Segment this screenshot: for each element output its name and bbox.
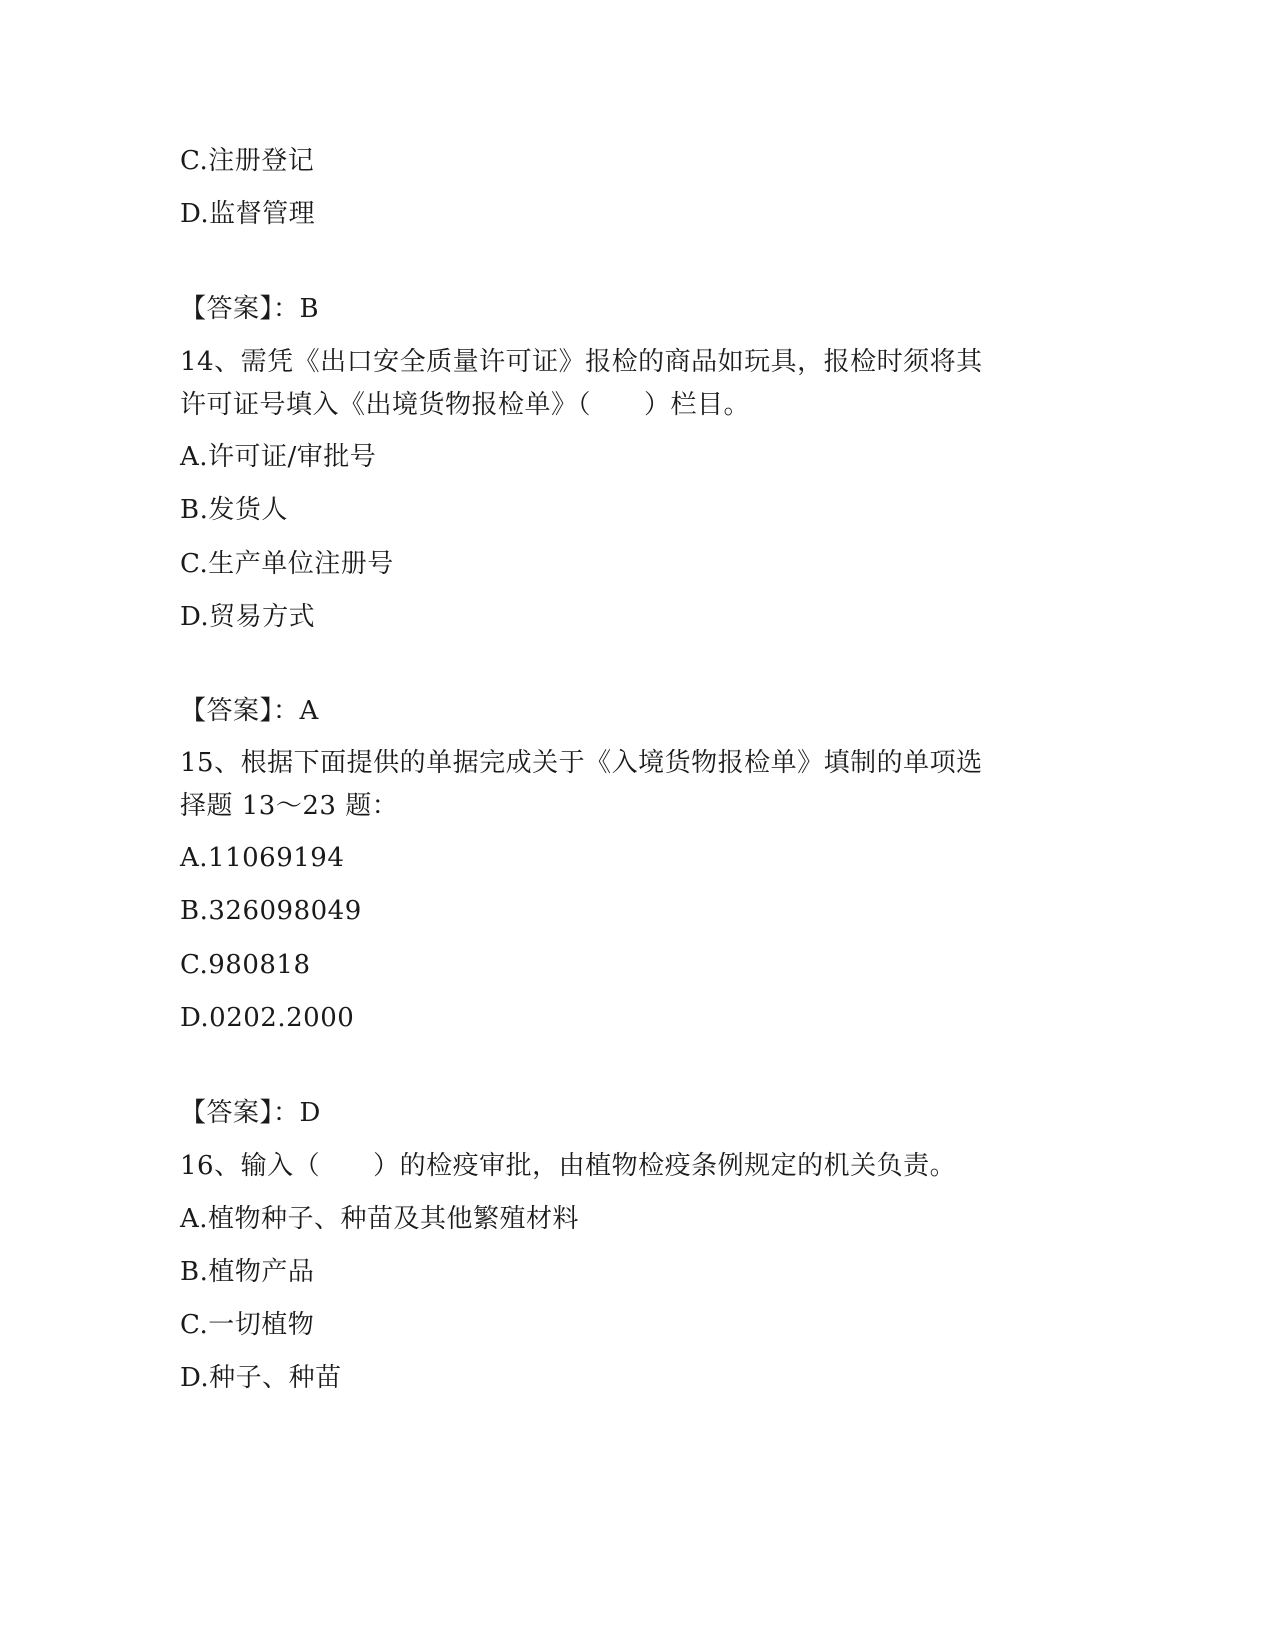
q15-stem-line1: 15、根据下面提供的单据完成关于《入境货物报检单》填制的单项选 (180, 748, 983, 778)
q14-option-d: D.贸易方式 (180, 602, 316, 632)
q15-answer: 【答案】：D (180, 1098, 321, 1128)
q16-option-d: D.种子、种苗 (180, 1363, 342, 1393)
q14-option-b: B.发货人 (180, 495, 288, 525)
q14-option-c: C.生产单位注册号 (180, 549, 394, 579)
q16-stem-line1: 16、输入（ ）的检疫审批，由植物检疫条例规定的机关负责。 (180, 1151, 957, 1181)
q14-option-a: A.许可证/审批号 (180, 442, 377, 472)
q16-option-a: A.植物种子、种苗及其他繁殖材料 (180, 1204, 580, 1234)
q16-option-b: B.植物产品 (180, 1257, 315, 1287)
prev-option-d: D.监督管理 (180, 199, 316, 229)
q15-option-a: A.11069194 (180, 843, 345, 873)
q14-stem-line1: 14、需凭《出口安全质量许可证》报检的商品如玩具，报检时须将其 (180, 347, 983, 377)
prev-option-c: C.注册登记 (180, 146, 315, 176)
q15-option-b: B.326098049 (180, 896, 362, 926)
q15-option-d: D.0202.2000 (180, 1003, 355, 1033)
q16-option-c: C.一切植物 (180, 1310, 315, 1340)
q15-option-c: C.980818 (180, 950, 311, 980)
prev-answer: 【答案】：B (180, 294, 320, 324)
q14-answer: 【答案】：A (180, 696, 319, 726)
q14-stem-line2: 许可证号填入《出境货物报检单》（ ）栏目。 (180, 390, 751, 420)
q15-stem-line2: 择题 13～23 题： (180, 791, 399, 821)
